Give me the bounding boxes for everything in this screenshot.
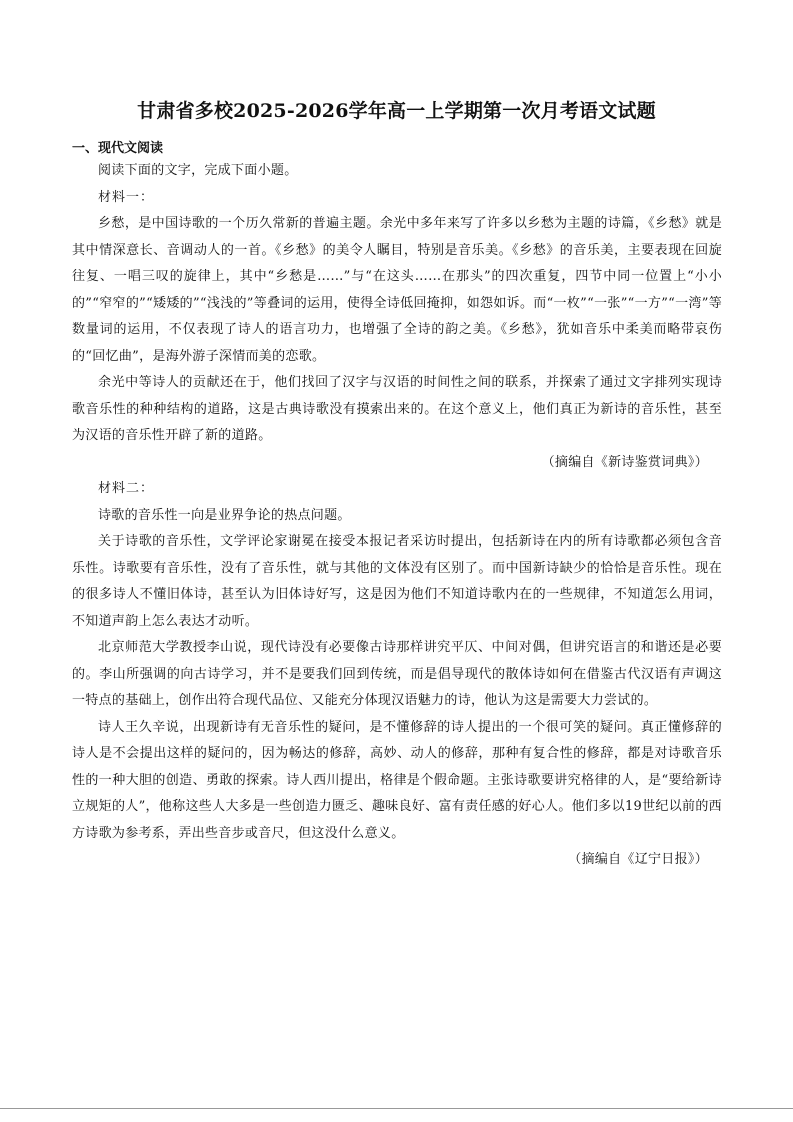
- material-two-paragraph: 诗人王久辛说，出现新诗有无音乐性的疑问，是不懂修辞的诗人提出的一个很可笑的疑问。真正懂修辞的诗人是不会提出这样的疑问的，因为畅达的修辞，高妙、动人的修辞，那种有复合性的修辞，都是对诗歌音乐性的一种大胆的创造、勇敢的探索。诗人西川提出，格律是个假命题。主张诗歌要讲究格律的人，是“要给新诗立规矩的人”，他称这些人大多是一些创造力匮乏、趣味良好、富有责任感的好心人。他们多以19世纪以前的西方诗歌为参考系，弄出些音步或音尺，但这没什么意义。: [72, 719, 722, 841]
- footer-divider: [0, 1108, 793, 1109]
- material-two-paragraph: 诗歌的音乐性一向是业界争论的热点问题。: [98, 507, 351, 523]
- page-title: 甘肃省多校2025-2026学年高一上学期第一次月考语文试题: [137, 100, 656, 122]
- material-two-paragraph: 关于诗歌的音乐性，文学评论家谢冕在接受本报记者采访时提出，包括新诗在内的所有诗歌都必须包含音乐性。诗歌要有音乐性，没有了音乐性，就与其他的文体没有区别了。而中国新诗缺少的恰恰是音乐性。现在的很多诗人不懂旧体诗，甚至认为旧体诗好写，这是因为他们不知道诗歌内在的一些规律，不知道怎么用词，不知道声韵上怎么表达才动听。: [72, 534, 722, 629]
- material-two-source: （摘编自《辽宁日报》）: [568, 852, 708, 867]
- material-one-source: （摘编自《新诗鉴赏词典》）: [541, 454, 708, 470]
- section-heading: 一、现代文阅读: [72, 141, 164, 156]
- reading-content: [72, 158, 722, 874]
- material-one-label: 材料一：: [98, 189, 155, 205]
- material-one-paragraph: 余光中等诗人的贡献还在于，他们找回了汉字与汉语的时间性之间的联系，并探索了通过文字排列实现诗歌音乐性的种种结构的道路，这是古典诗歌没有摸索出来的。在这个意义上，他们真正为新诗的音乐性，甚至为汉语的音乐性开辟了新的道路。: [72, 375, 722, 443]
- material-two-label: 材料二：: [98, 481, 155, 496]
- material-two-paragraph: 北京师范大学教授李山说，现代诗没有必要像古诗那样讲究平仄、中间对偶，但讲究语言的和谐还是必要的。李山所强调的向古诗学习，并不是要我们回到传统，而是倡导现代的散体诗如何在借鉴古代汉语有声调这一特点的基础上，创作出符合现代品位、又能充分体现汉语魅力的诗，他认为这是需要大力尝试的。: [72, 640, 722, 708]
- instruction-text: 阅读下面的文字，完成下面小题。: [98, 163, 298, 178]
- material-one-paragraph: 乡愁，是中国诗歌的一个历久常新的普遍主题。余光中多年来写了许多以乡愁为主题的诗篇，《乡愁》就是其中情深意长、音调动人的一首。《乡愁》的美令人瞩目，特别是音乐美。《乡愁》的音乐美，主要表现在回旋往复、一唱三叹的旋律上，其中“乡愁是……”与“在这头……在那头”的四次重复，四节中同一位置上“小小的”“窄窄的”“矮矮的”“浅浅的”等叠词的运用，使得全诗低回掩抑，如怨如诉。而“一枚”“一张”“一方”“一湾”等数量词的运用，不仅表现了诗人的语言功力，也增强了全诗的韵之美。《乡愁》，犹如音乐中柔美而略带哀伤的“回忆曲”，是海外游子深情而美的恋歌。: [72, 216, 722, 364]
